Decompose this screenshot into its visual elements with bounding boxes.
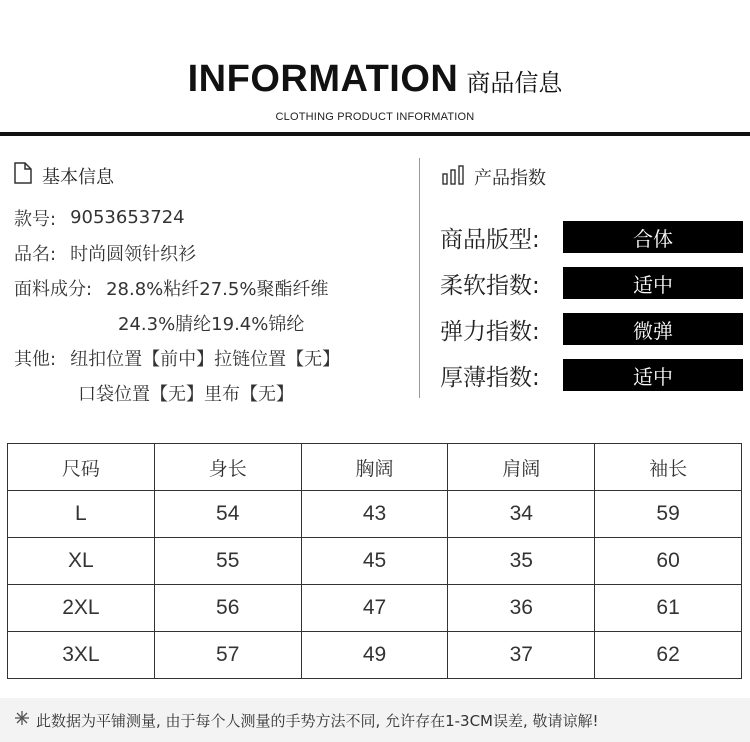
product-index-list: [440, 214, 743, 398]
index-value-thickness: 适中: [563, 359, 743, 391]
table-header-cell: 胸阔: [301, 444, 448, 491]
table-cell: 2XL: [8, 585, 155, 632]
table-cell: 55: [154, 538, 301, 585]
table-cell: 36: [448, 585, 595, 632]
table-cell: 47: [301, 585, 448, 632]
measurement-note-text: 此数据为平铺测量, 由于每个人测量的手势方法不同, 允许存在1-3CM误差, 敬请谅解!: [36, 711, 599, 730]
table-cell: 45: [301, 538, 448, 585]
other-value-line2: 口袋位置【无】里布【无】: [78, 383, 294, 405]
table-row: [8, 585, 742, 632]
table-cell: L: [8, 491, 155, 538]
product-name-row: [14, 235, 404, 270]
table-cell: 43: [301, 491, 448, 538]
index-label-fit: 商品版型:: [440, 226, 540, 253]
table-cell: 62: [595, 632, 742, 679]
header-title: [188, 58, 563, 101]
fabric-row-continued: [14, 305, 404, 340]
other-row-continued: [14, 375, 404, 410]
index-label-thickness: 厚薄指数:: [440, 364, 540, 391]
index-value-elasticity: 微弹: [563, 313, 743, 345]
header-rule: [0, 132, 750, 136]
table-cell: 3XL: [8, 632, 155, 679]
table-cell: 60: [595, 538, 742, 585]
title-chinese: 商品信息: [466, 69, 563, 97]
table-row: [8, 632, 742, 679]
other-row: [14, 340, 404, 375]
table-header-row: [8, 444, 742, 491]
table-header-cell: 尺码: [8, 444, 155, 491]
fabric-label: 面料成分:: [14, 278, 93, 300]
product-index-title: 产品指数: [474, 168, 546, 189]
product-name-label: 品名:: [14, 243, 57, 265]
index-label-softness: 柔软指数:: [440, 272, 540, 299]
index-row-elasticity: [440, 306, 743, 352]
style-number-label: 款号:: [14, 208, 57, 230]
style-number-row: [14, 200, 404, 235]
bar-chart-icon: [442, 165, 464, 190]
basic-info: [14, 200, 404, 410]
table-header-cell: 肩阔: [448, 444, 595, 491]
table-row: [8, 538, 742, 585]
table-cell: 49: [301, 632, 448, 679]
table-row: [8, 491, 742, 538]
section-divider: [419, 158, 420, 398]
asterisk-icon: [14, 710, 30, 730]
table-cell: 35: [448, 538, 595, 585]
fabric-value-line2: 24.3%腈纶19.4%锦纶: [118, 313, 305, 335]
measurement-note: [0, 698, 750, 742]
table-cell: 61: [595, 585, 742, 632]
index-value-softness: 适中: [563, 267, 743, 299]
document-icon: [14, 162, 32, 189]
table-header-cell: 袖长: [595, 444, 742, 491]
fabric-value-line1: 28.8%粘纤27.5%聚酯纤维: [106, 278, 329, 300]
table-cell: 54: [154, 491, 301, 538]
product-index-heading: [442, 164, 546, 190]
table-cell: 59: [595, 491, 742, 538]
title-english: INFORMATION: [187, 58, 459, 100]
basic-info-heading: [14, 162, 114, 189]
basic-info-title: 基本信息: [42, 166, 114, 188]
page-header: [0, 58, 750, 123]
index-label-elasticity: 弹力指数:: [440, 318, 540, 345]
table-cell: 34: [448, 491, 595, 538]
other-value-line1: 纽扣位置【前中】拉链位置【无】: [70, 348, 341, 370]
size-table: [7, 443, 742, 679]
table-header-cell: 身长: [154, 444, 301, 491]
table-cell: 57: [154, 632, 301, 679]
table-cell: XL: [8, 538, 155, 585]
index-row-fit: [440, 214, 743, 260]
header-subtitle: CLOTHING PRODUCT INFORMATION: [275, 111, 475, 123]
style-number-value: 9053653724: [70, 207, 185, 228]
index-row-softness: [440, 260, 743, 306]
other-label: 其他:: [14, 348, 57, 370]
product-name-value: 时尚圆领针织衫: [70, 243, 197, 265]
fabric-row: [14, 270, 404, 305]
index-value-fit: 合体: [563, 221, 743, 253]
table-cell: 56: [154, 585, 301, 632]
table-cell: 37: [448, 632, 595, 679]
index-row-thickness: [440, 352, 743, 398]
